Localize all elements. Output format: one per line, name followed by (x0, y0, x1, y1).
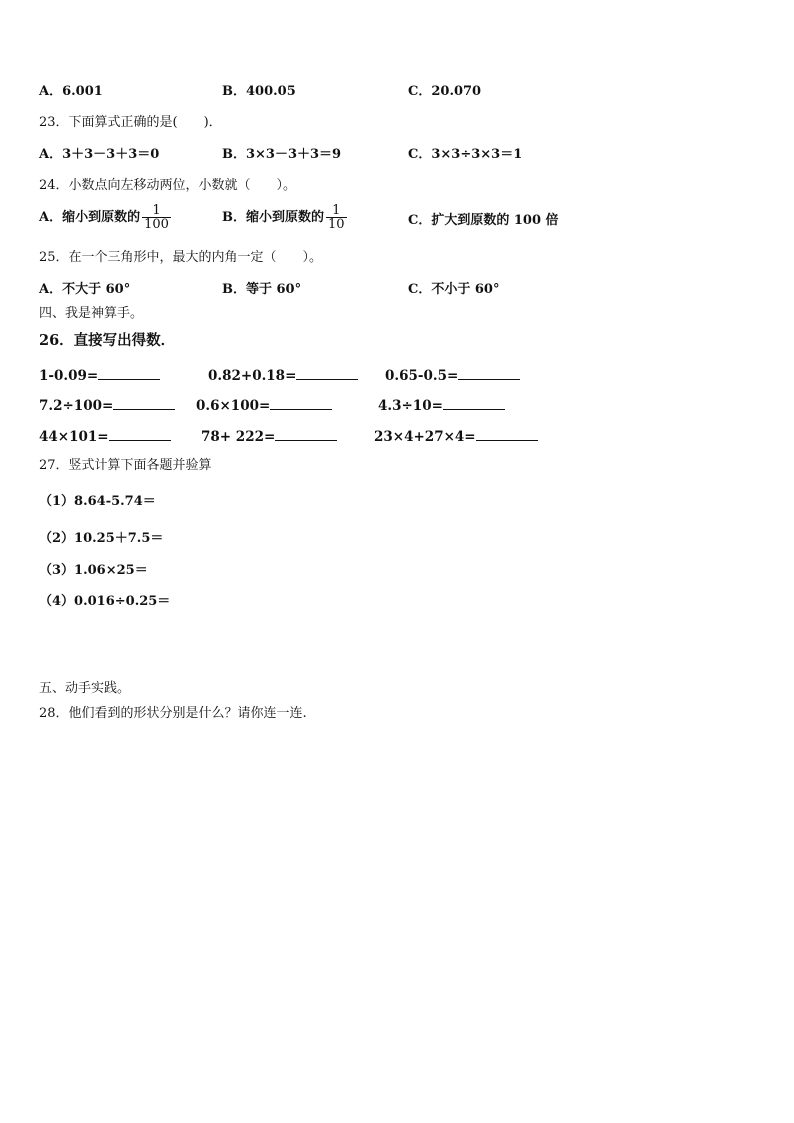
q25-stem: 25．在一个三角形中，最大的内角一定（ ）。 (39, 250, 323, 265)
q27-stem: 27．竖式计算下面各题并验算 (39, 458, 212, 473)
q22-option-b: B．400.05 (222, 84, 296, 99)
q27-item-3: （3）1.06×25＝ (39, 563, 148, 578)
q24-option-b-text: B．缩小到原数的 (222, 209, 324, 225)
q26-item-6 (378, 396, 505, 414)
q22-option-c: C．20.070 (408, 84, 482, 99)
q26-item-3 (385, 366, 520, 384)
q26-item-4 (39, 396, 175, 414)
q26-expression: 44×101= (39, 429, 109, 445)
q26-expression: 23×4+27×4= (374, 429, 476, 445)
fraction-denominator: 10 (328, 217, 345, 232)
answer-blank[interactable] (113, 396, 175, 410)
q26-expression: 78+ 222= (201, 429, 276, 445)
q24-option-a-text: A．缩小到原数的 (39, 209, 141, 225)
fraction-denominator: 100 (144, 217, 169, 232)
q23-option-c: C．3×3÷3×3＝1 (408, 147, 523, 162)
q25-option-c: C．不小于 60° (408, 282, 500, 297)
q22-option-a: A．6.001 (39, 84, 103, 99)
q26-item-8 (201, 427, 337, 445)
answer-blank[interactable] (109, 427, 171, 441)
q24-option-c: C．扩大到原数的 100 倍 (408, 213, 559, 228)
q26-item-2 (208, 366, 358, 384)
q24-option-b (222, 204, 347, 231)
q23-stem: 23．下面算式正确的是( )． (39, 115, 222, 130)
answer-blank[interactable] (275, 427, 337, 441)
q25-option-a: A．不大于 60° (39, 282, 131, 297)
q27-item-2: （2）10.25＋7.5＝ (39, 531, 164, 546)
q26-item-1 (39, 366, 160, 384)
fraction-numerator: 1 (152, 203, 161, 218)
q24-option-a-fraction (142, 204, 171, 231)
answer-blank[interactable] (476, 427, 538, 441)
q24-option-a (39, 204, 171, 231)
fraction-numerator: 1 (332, 203, 341, 218)
q26-expression: 0.82+0.18= (208, 368, 297, 384)
q25-option-b: B．等于 60° (222, 282, 302, 297)
q24-option-b-fraction (326, 204, 347, 231)
q26-item-9 (374, 427, 538, 445)
answer-blank[interactable] (458, 366, 520, 380)
q27-item-1: （1）8.64-5.74＝ (39, 494, 156, 509)
q28-stem: 28．他们看到的形状分别是什么？请你连一连. (39, 706, 307, 721)
q23-option-a: A．3＋3－3＋3＝0 (39, 147, 160, 162)
q26-expression: 7.2÷100= (39, 398, 114, 414)
q26-item-5 (196, 396, 332, 414)
q26-item-7 (39, 427, 171, 445)
answer-blank[interactable] (270, 396, 332, 410)
q26-expression: 0.65-0.5= (385, 368, 459, 384)
answer-blank[interactable] (443, 396, 505, 410)
q24-stem: 24．小数点向左移动两位，小数就（ ）。 (39, 178, 297, 193)
q27-item-4: （4）0.016÷0.25＝ (39, 594, 171, 609)
section-4-heading: 四、我是神算手。 (39, 306, 144, 321)
answer-blank[interactable] (98, 366, 160, 380)
q26-stem: 26．直接写出得数． (39, 332, 176, 349)
q26-expression: 4.3÷10= (378, 398, 443, 414)
answer-blank[interactable] (296, 366, 358, 380)
q26-expression: 1-0.09= (39, 368, 99, 384)
q23-option-b: B．3×3－3＋3＝9 (222, 147, 342, 162)
section-5-heading: 五、动手实践。 (39, 681, 131, 696)
q26-expression: 0.6×100= (196, 398, 271, 414)
